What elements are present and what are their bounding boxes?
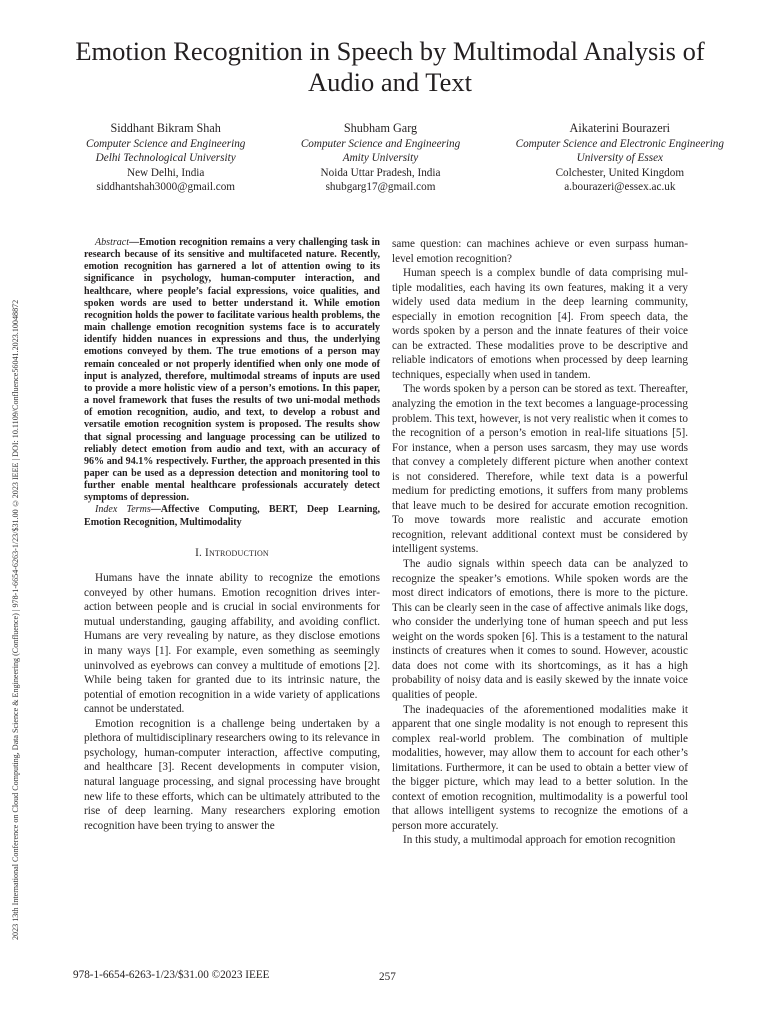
author-block [86, 120, 724, 195]
body-paragraph: The audio signals within speech data can be analyzed to recognize the speaker’s emotions. While spoken words are the most direct indicators of emotions, there is more to the picture. This can be clearly seen in the case of affective animals like dogs, who consider the underlying tone of human speech and put less weight on the words spoken [6]. This is a testament to the natural instincts of creatures when it comes to sound. However, acoustic data does not come with its shortcomings, as it has a high probability of noisy data and is easily skewed by the innate voice qualities of people. [392, 558, 688, 701]
author-organization: Delhi Technological University [95, 152, 236, 165]
author-email: a.bourazeri@essex.ac.uk [564, 181, 676, 194]
paper-title: Emotion Recognition in Speech by Multimodal Analysis of Audio and Text [75, 36, 705, 97]
body-paragraph: Emotion recognition is a challenge being undertaken by a plethora of multidisciplinary researchers owing to its relevance in psychology, human-computer interaction, affective computing, and healthcare [3]. Recent developments in computer vision, natural language processing, and signal processing have brought new life to these efforts, which can be ultimately attributed to the rise of deep learning. Many researchers exploring emotion recognition have been trying to answer the [84, 717, 380, 832]
index-terms-text: —Affective Computing, BERT, Deep Learning, Emotion Recognition, Multimodality [84, 504, 380, 528]
author-department: Computer Science and Engineering [300, 138, 461, 150]
abstract-text: —Emotion recognition remains a very challenging task in research because of its sensitive and multifaceted nature. Recently, emotion recognition has garnered a lot of attention owing to its significance in psychology, human-computer interaction, and healthcare, where people’s facial expressions, voice qualities, and spoken words are used to better understand it. While emotion recognition holds the power to facilitate various health problems, the main challenge emotion recognition systems face is to accurately identify hidden nuances in expressions and thus, the underlying emotions conveyed by them. The true emotions of a person may remain concealed or not properly identified when only one mode of input is analyzed, therefore, multimodal streams of inputs are used to provide a more holistic view of a person’s emotions. In this paper, a novel framework that fuses the results of two uni-modal methods of emotion recognition, audio, and text, to develop a robust and versatile emotion recognition system is proposed. The results show that signal processing and language processing can be utilized to reliably detect emotion from audio and text, with an accuracy of 96% and 94.1% respectively. Further, the approach presented in this paper can be used as a depression detection and monitoring tool to further enable mental healthcare professionals accurately detect symptoms of depression. [84, 237, 380, 504]
author-email: shubgarg17@gmail.com [325, 181, 436, 194]
body-paragraph: The words spoken by a person can be stored as text. Thereafter, analyzing the emotion in the text becomes a language-processing problem. This text, however, is not very realistic when it comes to the recognition of a person’s emotion in real-life situations [5]. For instance, when a person uses sarcasm, they may use words that convey a completely different picture when another context is not considered. Therefore, while text data is a powerful medium for predicting emotions, it suffers from many problems that leave much to be desired for accurate emotion recognition. To move towards more realistic and accurate emotion recognition, relevant additional context must be considered by intelligent systems. [392, 383, 688, 556]
section-number: I. [195, 546, 203, 559]
author-name: Aikaterini Bourazeri [569, 121, 671, 135]
page-number: 257 [379, 971, 396, 983]
index-terms [84, 504, 380, 528]
author-organization: Amity University [342, 152, 419, 165]
author-name: Shubham Garg [343, 121, 418, 135]
author-organization: University of Essex [576, 152, 663, 165]
index-terms-label: Index Terms [95, 504, 151, 516]
author-1 [86, 120, 245, 195]
body-paragraph: The inadequacies of the aforementioned modalities make it apparent that one single modality is not enough to represent this complex real-world problem. The combination of multiple modalities, however, may allow them to account for each other’s limitations. Furthermore, it can be used to obtain a better view of the bigger picture, which may lead to a better solution. In the context of emotion recognition, multimodality is a powerful tool that allows intelligent systems to recognize the emotions of a person more accurately. [392, 703, 688, 832]
author-department: Computer Science and Engineering [86, 138, 246, 150]
body-paragraph: same question: can machines achieve or even surpass human-level emotion recognition? [392, 238, 688, 265]
left-column [84, 237, 380, 833]
abstract [84, 237, 380, 504]
author-location: Noida Uttar Pradesh, India [320, 166, 441, 179]
section-heading [84, 546, 380, 561]
body-paragraph: Humans have the innate ability to recognize the emotions conveyed by other humans. Emotion recognition drives interaction between people and is crucial in social environments for mutual understanding, gauging affability, and avoiding conflict. Humans are very revealing by nature, as they disclose emotions in many ways [1]. For example, even something as seemingly uninvolved as eyebrows can convey a multitude of emotions [2]. While being taken for granted due to its intrinsic nature, the potential of emotion recognition in a wide variety of applications cannot be understated. [84, 572, 380, 716]
conference-citation-margin: 2023 13th International Conference on Cloud Computing, Data Science & Engineering (Confluence) | 978-1-6654-6263-1/23/$31.00 ©2023 IEEE | DOI: 10.1109/Confluence56041.2023.10048872 [11, 299, 20, 940]
author-2 [301, 120, 460, 195]
author-location: Colchester, United Kingdom [555, 166, 685, 179]
body-paragraph: Human speech is a complex bundle of data comprising multiple modalities, each having its own features, making it a very widely used data medium in the deep learning community, especially in emotion recognition [4]. From speech data, the words spoken by a person and the innate features of their voice can be extracted. These modalities prove to be descriptive and reliable indicators of emotions when processed by deep learning techniques, especially when used in tandem. [392, 267, 688, 381]
author-email: siddhantshah3000@gmail.com [96, 181, 236, 194]
body-paragraph: In this study, a multimodal approach for emotion recognition [403, 834, 676, 847]
abstract-label: Abstract [95, 237, 130, 248]
right-column [392, 237, 688, 848]
author-department: Computer Science and Electronic Engineering [515, 138, 724, 150]
copyright-footer: 978-1-6654-6263-1/23/$31.00 ©2023 IEEE [73, 969, 270, 981]
author-location: New Delhi, India [127, 166, 205, 179]
author-name: Siddhant Bikram Shah [110, 121, 221, 135]
author-3 [516, 120, 724, 195]
section-title: Introduction [205, 546, 269, 559]
